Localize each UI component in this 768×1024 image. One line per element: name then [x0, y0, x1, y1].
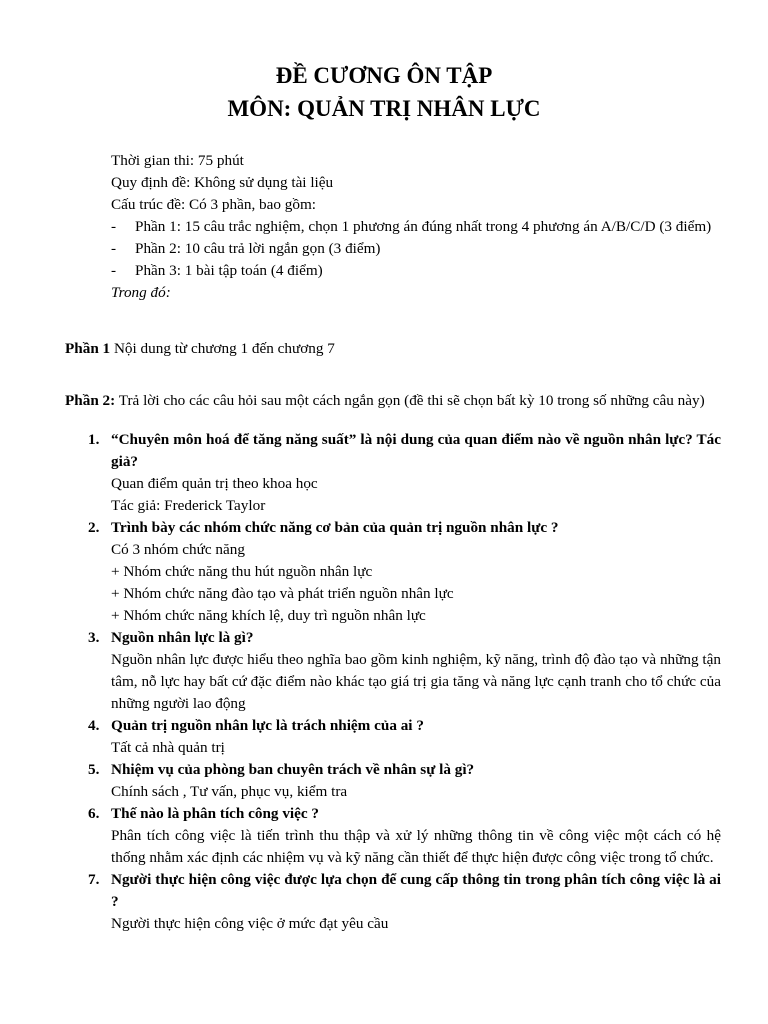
- answer-line: + Nhóm chức năng khích lệ, duy trì nguồn nhân lực: [111, 607, 426, 624]
- question-item: [88, 627, 721, 715]
- structure-item: - Phần 1: 15 câu trắc nghiệm, chọn 1 phương án đúng nhất trong 4 phương án A/B/C/D (3 điểm): [111, 216, 721, 238]
- part2-label: Phần 2:: [65, 392, 116, 409]
- part2-section: [65, 392, 721, 410]
- answer-line: Quan điểm quản trị theo khoa học: [111, 475, 318, 492]
- part1-text: Nội dung từ chương 1 đến chương 7: [110, 340, 335, 357]
- question-number: 3.: [88, 629, 100, 646]
- question-number: 4.: [88, 717, 100, 734]
- question-item: [88, 803, 721, 869]
- part1-label: Phần 1: [65, 340, 111, 357]
- question-text: Quản trị nguồn nhân lực là trách nhiệm của ai ?: [111, 717, 424, 734]
- question-item: [88, 759, 721, 803]
- part2-text: Trả lời cho các câu hỏi sau một cách ngắn gọn (đề thi sẽ chọn bất kỳ 10 trong số những câu này): [115, 392, 705, 409]
- exam-structure: Cấu trúc đề: Có 3 phần, bao gồm:: [111, 196, 316, 213]
- question-item: [88, 715, 721, 759]
- structure-item: - Phần 3: 1 bài tập toán (4 điểm): [111, 260, 721, 282]
- document-subtitle: MÔN: QUẢN TRỊ NHÂN LỰC: [227, 96, 541, 121]
- part1-section: [65, 338, 335, 360]
- question-number: 7.: [88, 871, 100, 888]
- answer-line: Nguồn nhân lực được hiểu theo nghĩa bao gồm kinh nghiệm, kỹ năng, trình độ đào tạo và những tận tâm, nỗ lực hay bất cứ đặc điểm nào khác tạo giá trị gia tăng và năng lực cạnh tranh cho tổ chức của những người lao động: [111, 651, 721, 712]
- question-text: “Chuyên môn hoá để tăng năng suất” là nội dung của quan điểm nào về nguồn nhân lực? Tác giả?: [111, 431, 721, 470]
- structure-note: Trong đó:: [111, 284, 171, 301]
- question-list: [88, 429, 721, 935]
- structure-item: - Phần 2: 10 câu trả lời ngắn gọn (3 điểm): [111, 238, 721, 260]
- question-text: Trình bày các nhóm chức năng cơ bản của quản trị nguồn nhân lực ?: [111, 519, 559, 536]
- answer-line: Phân tích công việc là tiến trình thu thập và xử lý những thông tin về công việc một cách có hệ thống nhằm xác định các nhiệm vụ và kỹ năng cần thiết để thực hiện được công việc trong tổ chức.: [111, 827, 721, 866]
- answer-line: + Nhóm chức năng thu hút nguồn nhân lực: [111, 563, 373, 580]
- question-number: 5.: [88, 761, 100, 778]
- question-number: 6.: [88, 805, 100, 822]
- question-text: Nhiệm vụ của phòng ban chuyên trách về nhân sự là gì?: [111, 761, 475, 778]
- answer-line: + Nhóm chức năng đào tạo và phát triển nguồn nhân lực: [111, 585, 454, 602]
- answer-line: Tác giả: Frederick Taylor: [111, 497, 266, 514]
- question-item: [88, 429, 721, 517]
- answer-line: Tất cả nhà quản trị: [111, 739, 225, 756]
- exam-time: Thời gian thi: 75 phút: [111, 152, 244, 169]
- answer-line: Người thực hiện công việc ở mức đạt yêu cầu: [111, 915, 389, 932]
- question-number: 1.: [88, 431, 100, 448]
- question-number: 2.: [88, 519, 100, 536]
- question-item: [88, 869, 721, 935]
- question-text: Thế nào là phân tích công việc ?: [111, 805, 320, 822]
- answer-line: Chính sách , Tư vấn, phục vụ, kiểm tra: [111, 783, 348, 800]
- question-text: Người thực hiện công việc được lựa chọn để cung cấp thông tin trong phân tích công việc là ai ?: [111, 871, 721, 910]
- answer-line: Có 3 nhóm chức năng: [111, 541, 245, 558]
- exam-info: [111, 150, 721, 304]
- question-text: Nguồn nhân lực là gì?: [111, 629, 254, 646]
- exam-rule: Quy định đề: Không sử dụng tài liệu: [111, 174, 334, 191]
- document-title: ĐỀ CƯƠNG ÔN TẬP: [275, 63, 493, 88]
- question-item: [88, 517, 721, 627]
